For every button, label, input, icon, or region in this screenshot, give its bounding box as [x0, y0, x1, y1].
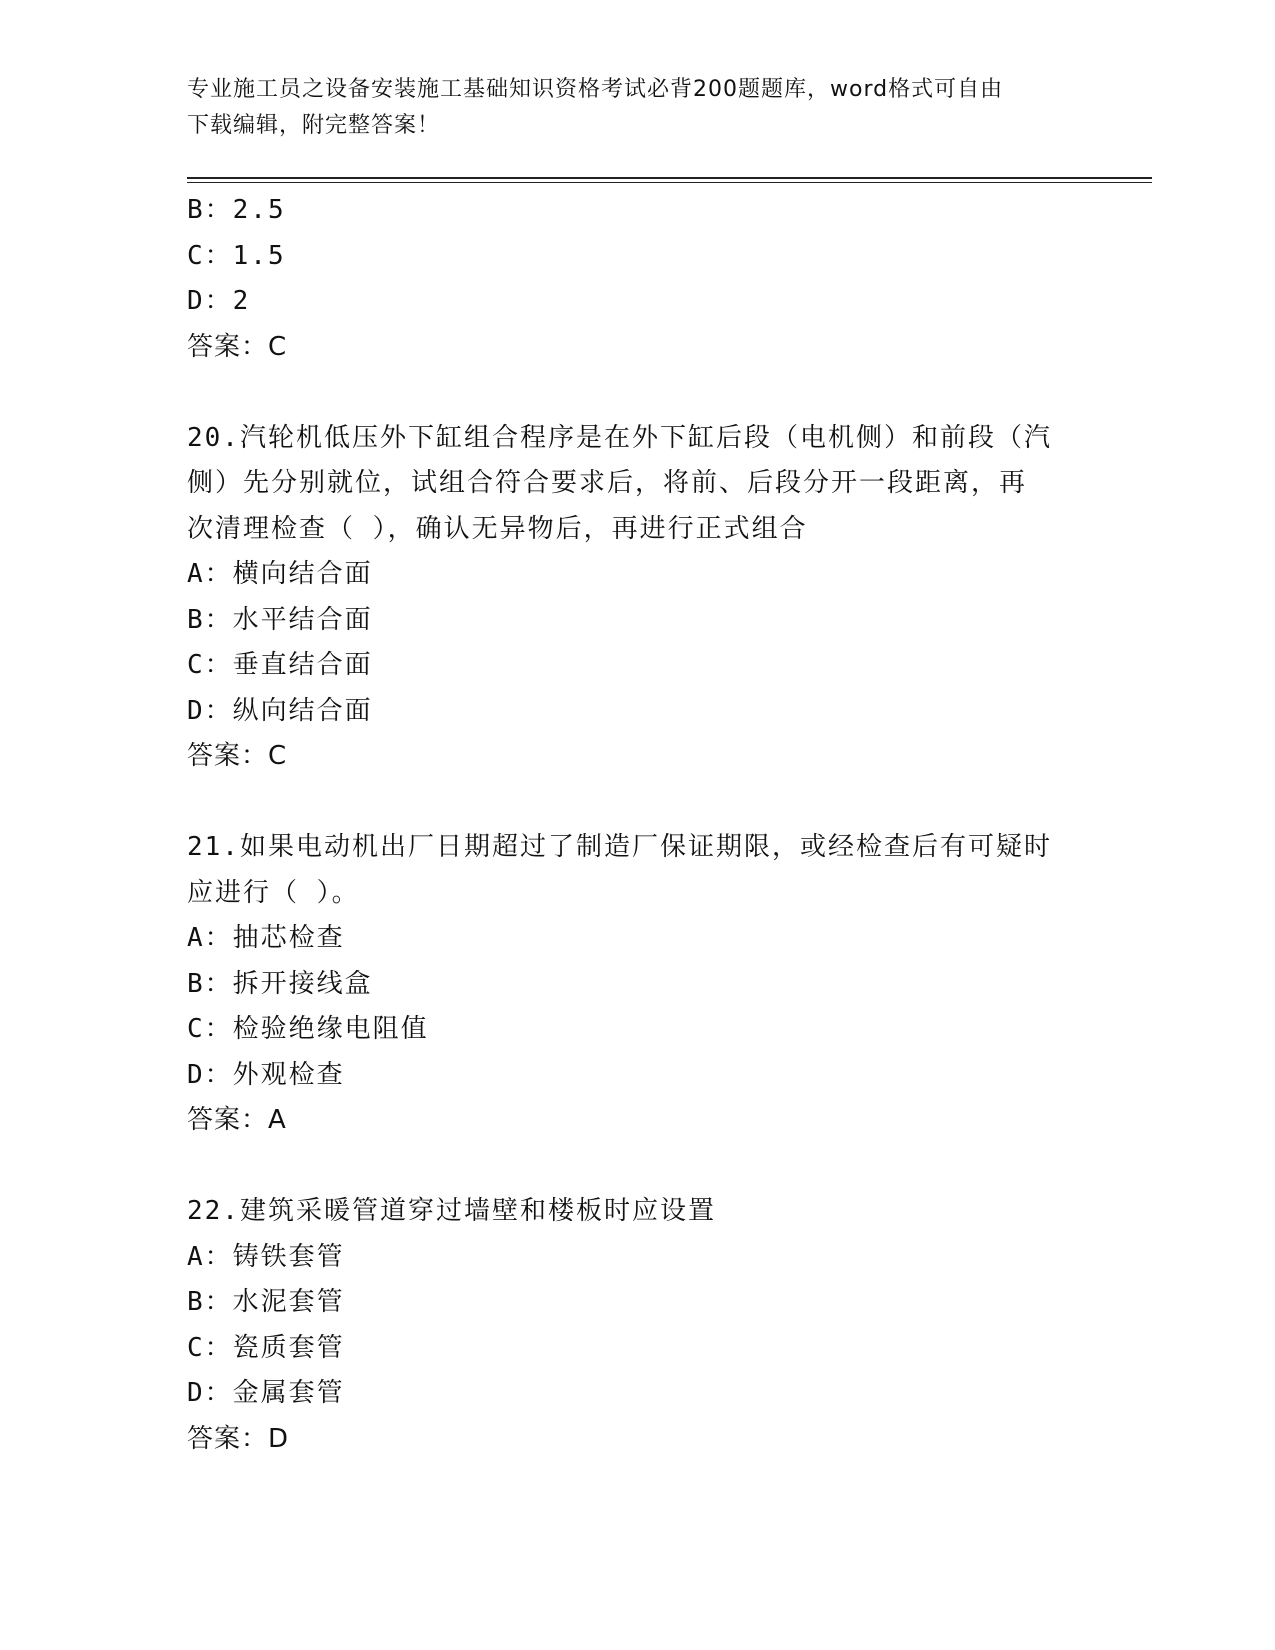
option-a: A：横向结合面	[187, 559, 373, 589]
option-c: C：检验绝缘电阻值	[187, 1014, 429, 1044]
answer-line: 答案：C	[187, 331, 288, 362]
option-b: B：拆开接线盒	[187, 968, 373, 999]
header-rule-thick	[187, 177, 1152, 179]
question-text-line: 应进行（ ）。	[187, 877, 360, 908]
answer-line: 答案：A	[187, 1105, 287, 1135]
question-20	[187, 416, 1087, 780]
option-c: C：瓷质套管	[187, 1332, 345, 1363]
option-b: B：水泥套管	[187, 1287, 345, 1317]
question-text-line: 22.建筑采暖管道穿过墙壁和楼板时应设置	[187, 1196, 716, 1226]
spacer	[187, 1144, 1087, 1190]
option-b: B：水平结合面	[187, 604, 373, 635]
header-line-2: 下载编辑，附完整答案！	[187, 113, 441, 138]
question-21	[187, 825, 1087, 1144]
spacer	[187, 370, 1087, 416]
option-b: B：2.5	[187, 195, 286, 225]
answer-line: 答案：D	[187, 1423, 290, 1454]
option-d: D：纵向结合面	[187, 695, 373, 726]
header-rule-thin	[187, 182, 1152, 183]
option-d: D：2	[187, 286, 251, 316]
question-text-line: 侧）先分别就位，试组合符合要求后，将前、后段分开一段距离，再	[187, 468, 1028, 498]
document-body	[187, 188, 1087, 1462]
option-a: A：抽芯检查	[187, 923, 345, 953]
document-header	[187, 72, 1087, 144]
option-d: D：金属套管	[187, 1378, 345, 1408]
answer-line: 答案：C	[187, 741, 288, 771]
question-text-line: 21.如果电动机出厂日期超过了制造厂保证期限，或经检查后有可疑时	[187, 832, 1052, 862]
option-d: D：外观检查	[187, 1059, 345, 1090]
spacer	[187, 780, 1087, 826]
question-19-continued	[187, 188, 1087, 370]
option-c: C：垂直结合面	[187, 650, 373, 680]
question-text-line: 20.汽轮机低压外下缸组合程序是在外下缸后段（电机侧）和前段（汽	[187, 422, 1052, 453]
option-c: C：1.5	[187, 240, 286, 271]
question-22	[187, 1189, 1087, 1462]
header-line-1: 专业施工员之设备安装施工基础知识资格考试必背200题题库，word格式可自由	[187, 77, 1004, 102]
option-a: A：铸铁套管	[187, 1241, 345, 1272]
question-text-line: 次清理检查（ ），确认无异物后，再进行正式组合	[187, 513, 808, 544]
